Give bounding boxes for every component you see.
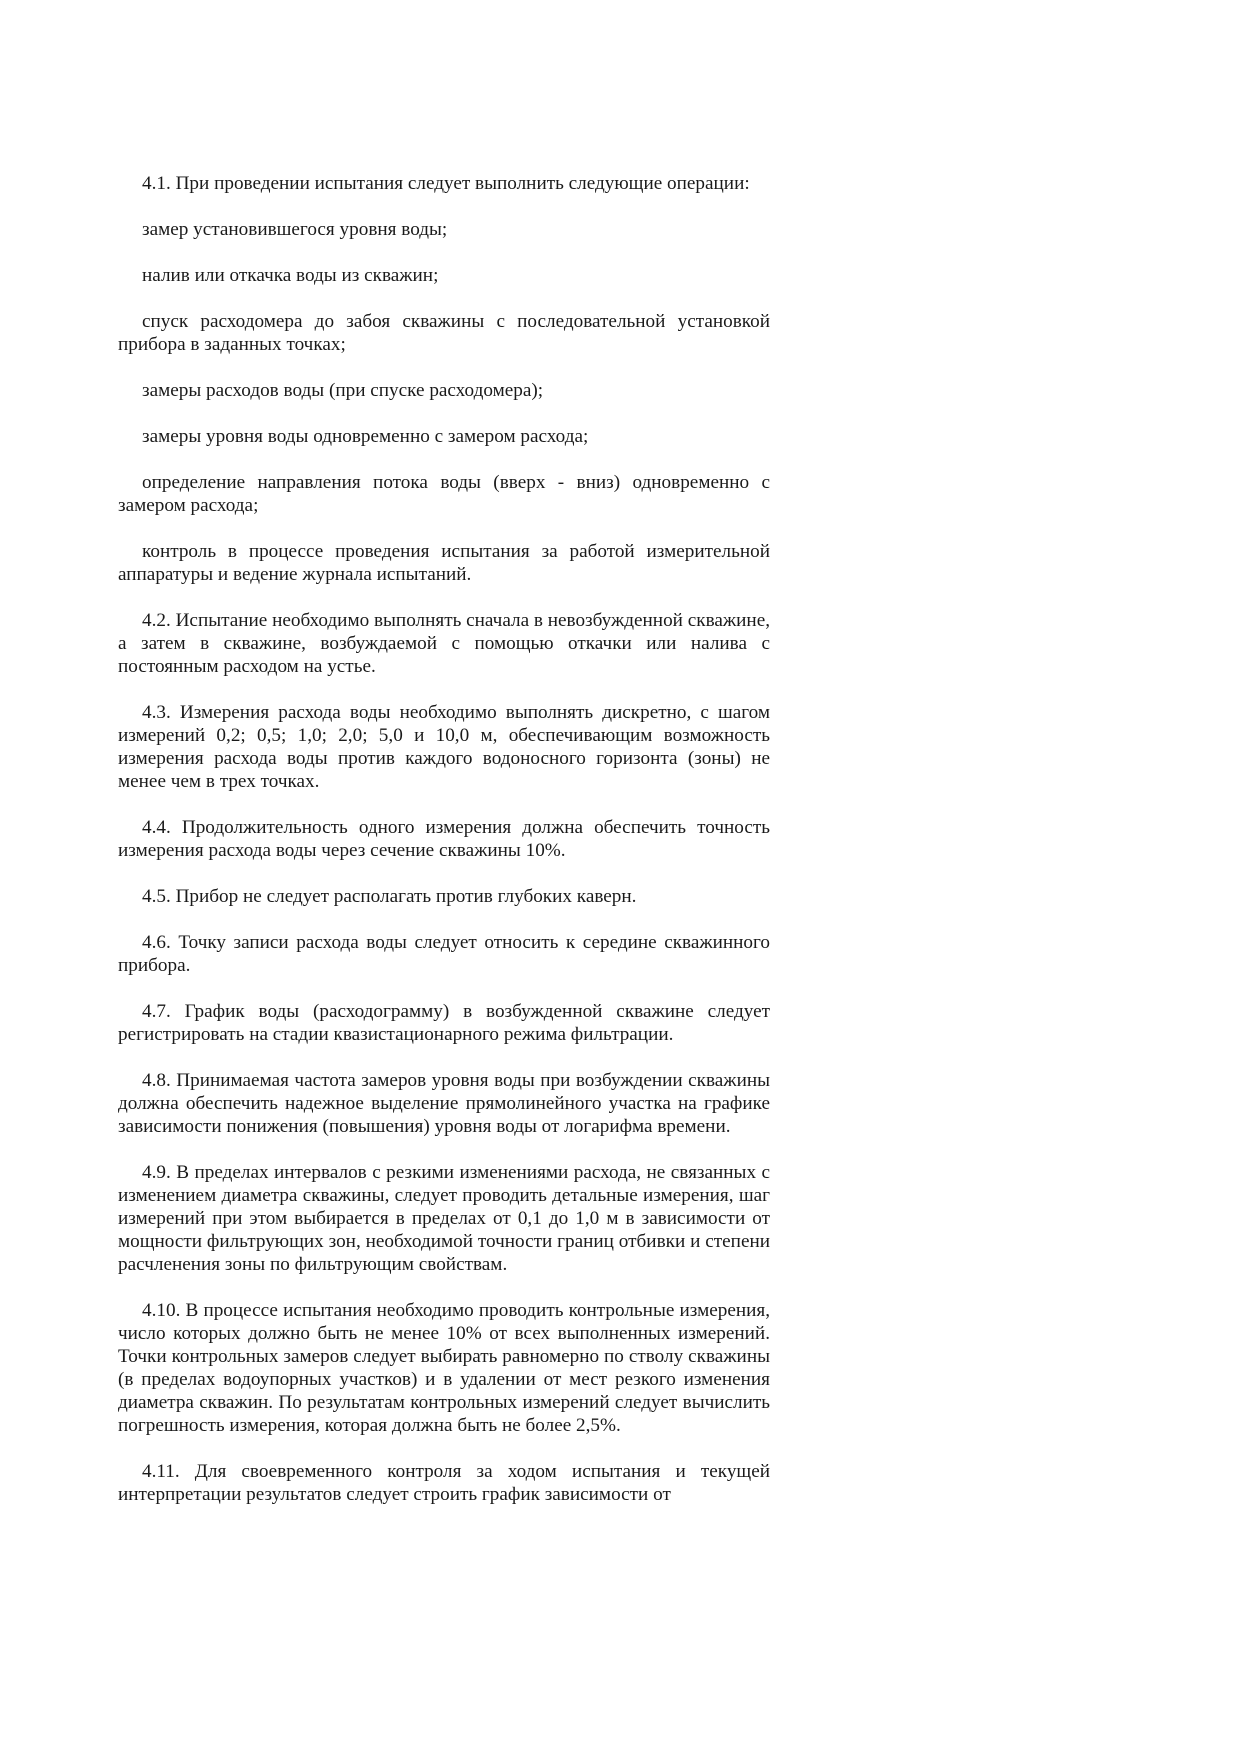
paragraph-4-10: 4.10. В процессе испытания необходимо проводить контрольные измерения, число которых должно быть не менее 10% от всех выполненных измерений. Точки контрольных замеров следует выбирать равномерно по стволу скважины (в пределах водоупорных участков) и в удалении от мест резкого изменения диаметра скважин. По результатам контрольных измерений следует вычислить погрешность измерения, которая должна быть не более 2,5%.: [118, 1300, 770, 1436]
paragraph-4-6: 4.6. Точку записи расхода воды следует относить к середине скважинного прибора.: [118, 932, 770, 976]
document-body: [118, 172, 770, 1529]
paragraph-4-5: 4.5. Прибор не следует располагать против глубоких каверн.: [142, 886, 637, 907]
paragraph-4-9: 4.9. В пределах интервалов с резкими изменениями расхода, не связанных с изменением диаметра скважины, следует проводить детальные измерения, шаг измерений при этом выбирается в пределах от 0,1 до 1,0 м в зависимости от мощности фильтрующих зон, необходимой точности границ отбивки и степени расчленения зоны по фильтрующим свойствам.: [118, 1162, 770, 1275]
list-item-level-measurement: замер установившегося уровня воды;: [142, 219, 448, 240]
list-item-flowmeter-descent: спуск расходомера до забоя скважины с последовательной установкой прибора в заданных точках;: [118, 311, 770, 355]
list-item-filling-pumping: налив или откачка воды из скважин;: [142, 265, 439, 286]
list-item-flow-direction: определение направления потока воды (вверх - вниз) одновременно с замером расхода;: [118, 472, 770, 516]
paragraph-4-1: 4.1. При проведении испытания следует выполнить следующие операции:: [142, 173, 750, 194]
paragraph-4-2: 4.2. Испытание необходимо выполнять сначала в невозбужденной скважине, а затем в скважине, возбуждаемой с помощью откачки или налива с постоянным расходом на устье.: [118, 610, 771, 677]
paragraph-4-4: 4.4. Продолжительность одного измерения должна обеспечить точность измерения расхода воды через сечение скважины 10%.: [118, 817, 770, 861]
paragraph-4-11: 4.11. Для своевременного контроля за ходом испытания и текущей интерпретации результатов следует строить график зависимости от: [118, 1461, 770, 1505]
list-item-equipment-control: контроль в процессе проведения испытания за работой измерительной аппаратуры и ведение журнала испытаний.: [118, 541, 770, 585]
paragraph-4-8: 4.8. Принимаемая частота замеров уровня воды при возбуждении скважины должна обеспечить надежное выделение прямолинейного участка на графике зависимости понижения (повышения) уровня воды от логарифма времени.: [118, 1070, 770, 1137]
list-item-flow-measurement: замеры расходов воды (при спуске расходомера);: [142, 380, 544, 401]
paragraph-4-7: 4.7. График воды (расходограмму) в возбужденной скважине следует регистрировать на стадии квазистационарного режима фильтрации.: [118, 1001, 770, 1045]
paragraph-4-3: 4.3. Измерения расхода воды необходимо выполнять дискретно, с шагом измерений 0,2; 0,5; 1,0; 2,0; 5,0 и 10,0 м, обеспечивающим возможность измерения расхода воды против каждого водоносного горизонта (зоны) не менее чем в трех точках.: [118, 702, 770, 792]
list-item-level-with-flow: замеры уровня воды одновременно с замером расхода;: [142, 426, 589, 447]
